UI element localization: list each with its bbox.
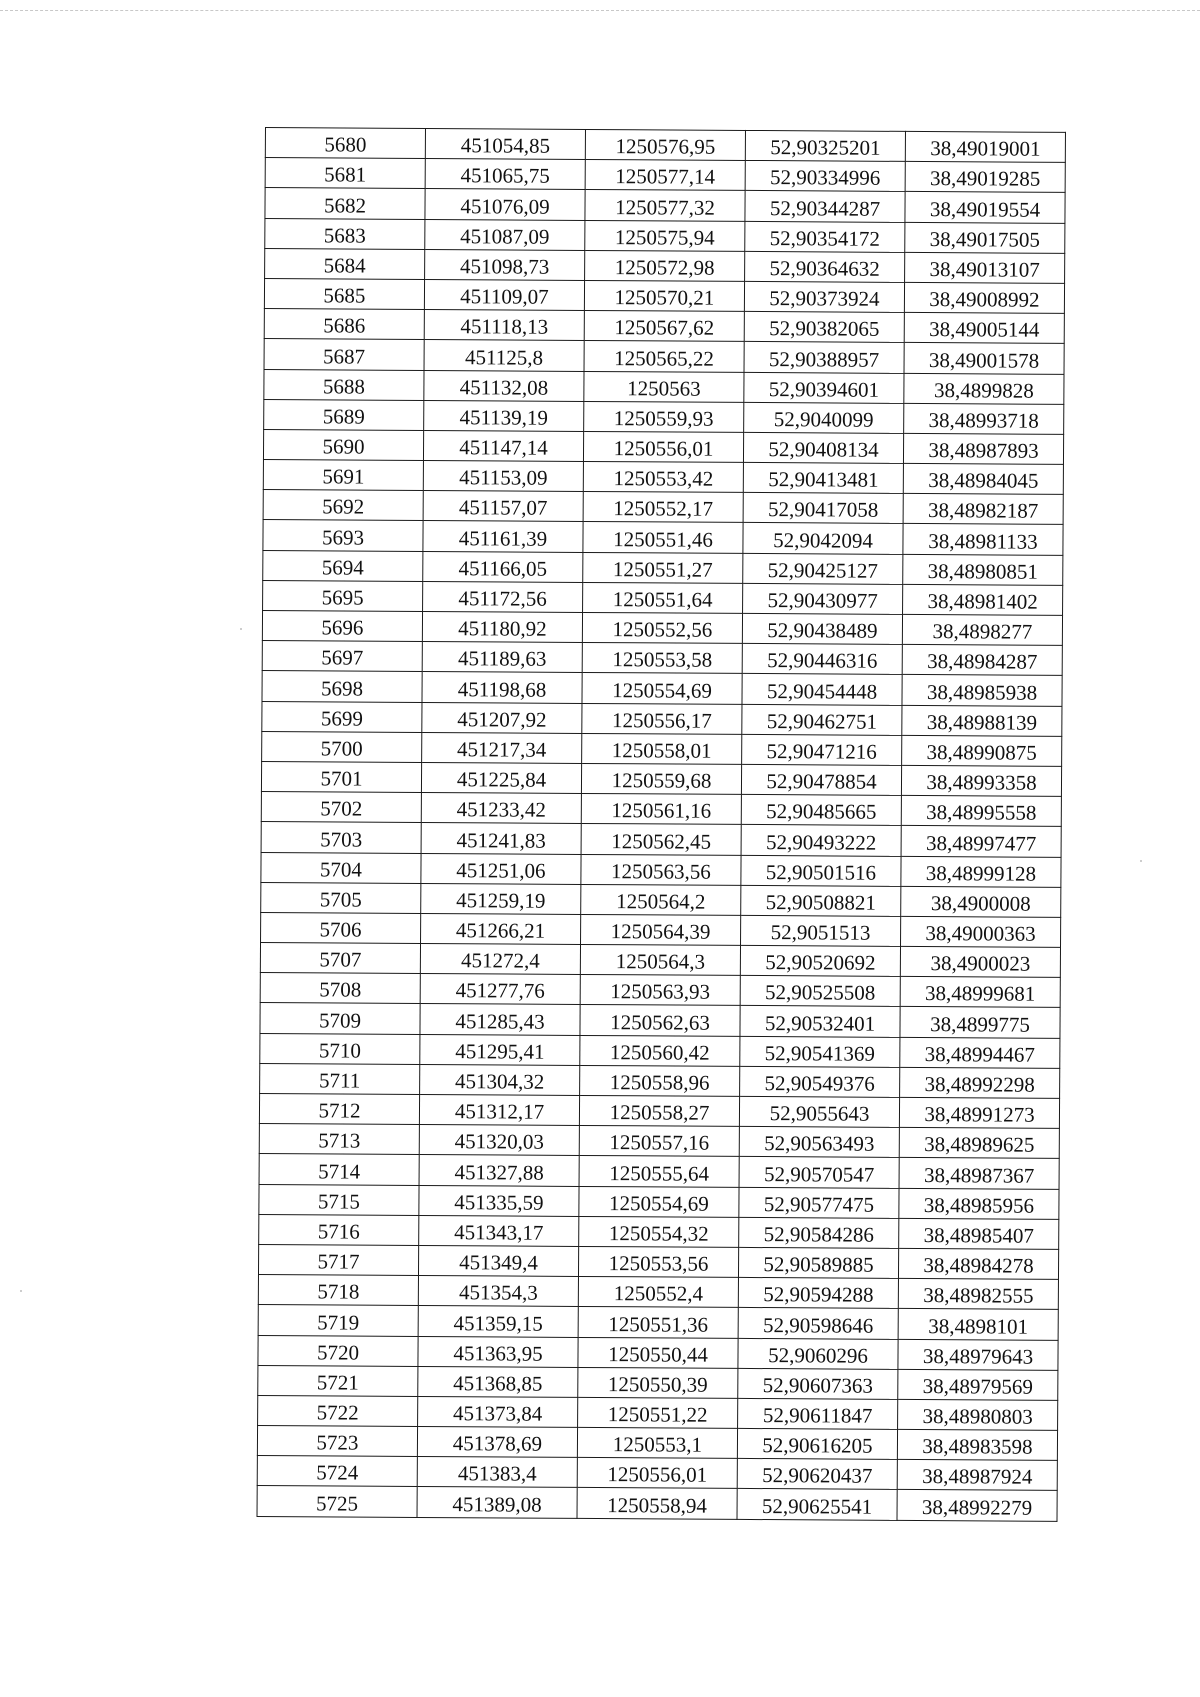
x-coordinate-cell: 451327,88 <box>419 1155 579 1186</box>
table-row <box>262 641 1062 676</box>
latitude-cell: 52,90462751 <box>742 704 902 735</box>
longitude-cell: 38,49005144 <box>904 313 1064 344</box>
latitude-cell: 52,90388957 <box>744 342 904 373</box>
latitude-cell: 52,90532401 <box>740 1006 900 1037</box>
y-coordinate-cell: 1250575,94 <box>585 220 745 251</box>
table-row <box>262 701 1062 736</box>
y-coordinate-cell: 1250550,39 <box>578 1367 738 1398</box>
longitude-cell: 38,48990875 <box>902 735 1062 766</box>
latitude-cell: 52,90577475 <box>739 1187 899 1218</box>
table-row <box>264 309 1064 344</box>
point-number-cell: 5690 <box>263 429 423 460</box>
y-coordinate-cell: 1250558,94 <box>577 1488 737 1519</box>
point-number-cell: 5725 <box>257 1486 417 1517</box>
x-coordinate-cell: 451225,84 <box>421 762 581 793</box>
y-coordinate-cell: 1250555,64 <box>579 1156 739 1187</box>
point-number-cell: 5718 <box>258 1275 418 1306</box>
table-row <box>258 1365 1058 1400</box>
point-number-cell: 5720 <box>258 1335 418 1366</box>
latitude-cell: 52,90413481 <box>743 462 903 493</box>
longitude-cell: 38,48981402 <box>903 584 1063 615</box>
point-number-cell: 5708 <box>260 973 420 1004</box>
longitude-cell: 38,4900008 <box>901 886 1061 917</box>
x-coordinate-cell: 451285,43 <box>420 1004 580 1035</box>
longitude-cell: 38,48993358 <box>901 765 1061 796</box>
longitude-cell: 38,49001578 <box>904 343 1064 374</box>
longitude-cell: 38,48993718 <box>904 403 1064 434</box>
point-number-cell: 5689 <box>264 399 424 430</box>
table-row <box>260 1063 1060 1098</box>
latitude-cell: 52,90325201 <box>745 130 905 161</box>
latitude-cell: 52,9042094 <box>743 523 903 554</box>
table-row <box>264 278 1064 313</box>
table-row <box>258 1275 1058 1310</box>
table-row <box>265 128 1065 163</box>
longitude-cell: 38,48979643 <box>898 1339 1058 1370</box>
x-coordinate-cell: 451259,19 <box>421 883 581 914</box>
point-number-cell: 5693 <box>263 520 423 551</box>
latitude-cell: 52,90364632 <box>745 251 905 282</box>
longitude-cell: 38,48981133 <box>903 524 1063 555</box>
longitude-cell: 38,4899828 <box>904 373 1064 404</box>
point-number-cell: 5691 <box>263 460 423 491</box>
table-row <box>265 248 1065 283</box>
x-coordinate-cell: 451349,4 <box>418 1245 578 1276</box>
coordinates-table <box>257 127 1066 1521</box>
longitude-cell: 38,48997477 <box>901 826 1061 857</box>
x-coordinate-cell: 451076,09 <box>425 189 585 220</box>
y-coordinate-cell: 1250551,64 <box>583 582 743 613</box>
x-coordinate-cell: 451109,07 <box>424 279 584 310</box>
point-number-cell: 5700 <box>262 731 422 762</box>
y-coordinate-cell: 1250567,62 <box>584 311 744 342</box>
longitude-cell: 38,48999128 <box>901 856 1061 887</box>
x-coordinate-cell: 451180,92 <box>422 611 582 642</box>
table-row <box>261 852 1061 887</box>
latitude-cell: 52,90485665 <box>741 795 901 826</box>
latitude-cell: 52,90589885 <box>738 1247 898 1278</box>
y-coordinate-cell: 1250553,1 <box>577 1427 737 1458</box>
latitude-cell: 52,90446316 <box>742 644 902 675</box>
latitude-cell: 52,90454448 <box>742 674 902 705</box>
x-coordinate-cell: 451266,21 <box>421 913 581 944</box>
y-coordinate-cell: 1250562,45 <box>581 824 741 855</box>
point-number-cell: 5714 <box>259 1154 419 1185</box>
x-coordinate-cell: 451172,56 <box>423 581 583 612</box>
point-number-cell: 5721 <box>258 1365 418 1396</box>
x-coordinate-cell: 451359,15 <box>418 1306 578 1337</box>
table-row <box>263 490 1063 525</box>
x-coordinate-cell: 451373,84 <box>418 1396 578 1427</box>
latitude-cell: 52,9040099 <box>744 402 904 433</box>
latitude-cell: 52,9060296 <box>738 1338 898 1369</box>
point-number-cell: 5722 <box>258 1395 418 1426</box>
latitude-cell: 52,90382065 <box>744 312 904 343</box>
y-coordinate-cell: 1250558,01 <box>582 733 742 764</box>
y-coordinate-cell: 1250560,42 <box>580 1035 740 1066</box>
point-number-cell: 5681 <box>265 158 425 189</box>
latitude-cell: 52,9051513 <box>741 915 901 946</box>
x-coordinate-cell: 451343,17 <box>419 1215 579 1246</box>
y-coordinate-cell: 1250572,98 <box>585 250 745 281</box>
y-coordinate-cell: 1250559,68 <box>581 763 741 794</box>
table-row <box>260 1003 1060 1038</box>
longitude-cell: 38,48991273 <box>899 1097 1059 1128</box>
latitude-cell: 52,90570547 <box>739 1157 899 1188</box>
point-number-cell: 5705 <box>261 882 421 913</box>
latitude-cell: 52,90520692 <box>740 945 900 976</box>
point-number-cell: 5710 <box>260 1033 420 1064</box>
table-row <box>263 429 1063 464</box>
longitude-cell: 38,48984045 <box>903 463 1063 494</box>
table-row <box>260 943 1060 978</box>
y-coordinate-cell: 1250552,56 <box>582 612 742 643</box>
y-coordinate-cell: 1250552,17 <box>583 492 743 523</box>
latitude-cell: 52,90501516 <box>741 855 901 886</box>
table-row <box>261 792 1061 827</box>
table-row <box>265 218 1065 253</box>
x-coordinate-cell: 451147,14 <box>423 430 583 461</box>
longitude-cell: 38,49000363 <box>901 916 1061 947</box>
latitude-cell: 52,90430977 <box>743 583 903 614</box>
table-row <box>264 399 1064 434</box>
x-coordinate-cell: 451277,76 <box>420 974 580 1005</box>
y-coordinate-cell: 1250554,69 <box>579 1186 739 1217</box>
longitude-cell: 38,48980851 <box>903 554 1063 585</box>
point-number-cell: 5695 <box>263 580 423 611</box>
longitude-cell: 38,48985938 <box>902 675 1062 706</box>
point-number-cell: 5687 <box>264 339 424 370</box>
latitude-cell: 52,90525508 <box>740 976 900 1007</box>
y-coordinate-cell: 1250564,3 <box>580 945 740 976</box>
table-row <box>258 1335 1058 1370</box>
table-row <box>257 1486 1057 1521</box>
y-coordinate-cell: 1250565,22 <box>584 341 744 372</box>
table-row <box>263 550 1063 585</box>
table-row <box>261 882 1061 917</box>
latitude-cell: 52,90394601 <box>744 372 904 403</box>
point-number-cell: 5684 <box>265 248 425 279</box>
x-coordinate-cell: 451087,09 <box>425 219 585 250</box>
point-number-cell: 5716 <box>259 1214 419 1245</box>
table-row <box>264 369 1064 404</box>
table-row <box>257 1426 1057 1461</box>
x-coordinate-cell: 451241,83 <box>421 823 581 854</box>
y-coordinate-cell: 1250553,42 <box>583 462 743 493</box>
longitude-cell: 38,48995558 <box>901 796 1061 827</box>
point-number-cell: 5701 <box>261 761 421 792</box>
scan-edge-line <box>0 10 1200 11</box>
longitude-cell: 38,48985956 <box>899 1188 1059 1219</box>
table-row <box>265 188 1065 223</box>
y-coordinate-cell: 1250556,01 <box>577 1458 737 1489</box>
scan-speck <box>1140 860 1142 862</box>
longitude-cell: 38,48980803 <box>898 1399 1058 1430</box>
longitude-cell: 38,49008992 <box>904 282 1064 313</box>
x-coordinate-cell: 451312,17 <box>419 1094 579 1125</box>
table-row <box>262 731 1062 766</box>
y-coordinate-cell: 1250554,69 <box>582 673 742 704</box>
y-coordinate-cell: 1250559,93 <box>584 401 744 432</box>
point-number-cell: 5702 <box>261 792 421 823</box>
longitude-cell: 38,49019001 <box>905 131 1065 162</box>
x-coordinate-cell: 451139,19 <box>424 400 584 431</box>
point-number-cell: 5713 <box>259 1124 419 1155</box>
longitude-cell: 38,48987893 <box>903 433 1063 464</box>
point-number-cell: 5709 <box>260 1003 420 1034</box>
point-number-cell: 5692 <box>263 490 423 521</box>
table-row <box>262 671 1062 706</box>
longitude-cell: 38,48984287 <box>902 645 1062 676</box>
longitude-cell: 38,4898101 <box>898 1309 1058 1340</box>
point-number-cell: 5699 <box>262 701 422 732</box>
table-row <box>263 520 1063 555</box>
point-number-cell: 5723 <box>257 1426 417 1457</box>
y-coordinate-cell: 1250561,16 <box>581 794 741 825</box>
longitude-cell: 38,48992298 <box>900 1067 1060 1098</box>
longitude-cell: 38,48987924 <box>897 1460 1057 1491</box>
y-coordinate-cell: 1250556,01 <box>583 431 743 462</box>
x-coordinate-cell: 451153,09 <box>423 461 583 492</box>
latitude-cell: 52,90607363 <box>738 1368 898 1399</box>
y-coordinate-cell: 1250551,36 <box>578 1307 738 1338</box>
point-number-cell: 5680 <box>265 128 425 159</box>
x-coordinate-cell: 451354,3 <box>418 1276 578 1307</box>
latitude-cell: 52,9055643 <box>739 1096 899 1127</box>
latitude-cell: 52,90598646 <box>738 1308 898 1339</box>
latitude-cell: 52,90611847 <box>738 1398 898 1429</box>
latitude-cell: 52,90508821 <box>741 885 901 916</box>
point-number-cell: 5697 <box>262 641 422 672</box>
x-coordinate-cell: 451363,95 <box>418 1336 578 1367</box>
table-row <box>259 1214 1059 1249</box>
y-coordinate-cell: 1250570,21 <box>584 280 744 311</box>
x-coordinate-cell: 451272,4 <box>420 944 580 975</box>
latitude-cell: 52,90425127 <box>743 553 903 584</box>
x-coordinate-cell: 451368,85 <box>418 1366 578 1397</box>
latitude-cell: 52,90563493 <box>739 1127 899 1158</box>
latitude-cell: 52,90438489 <box>742 613 902 644</box>
x-coordinate-cell: 451217,34 <box>422 732 582 763</box>
y-coordinate-cell: 1250564,2 <box>581 884 741 915</box>
point-number-cell: 5711 <box>260 1063 420 1094</box>
latitude-cell: 52,90354172 <box>745 221 905 252</box>
x-coordinate-cell: 451132,08 <box>424 370 584 401</box>
x-coordinate-cell: 451098,73 <box>425 249 585 280</box>
x-coordinate-cell: 451118,13 <box>424 310 584 341</box>
longitude-cell: 38,48984278 <box>898 1248 1058 1279</box>
y-coordinate-cell: 1250550,44 <box>578 1337 738 1368</box>
longitude-cell: 38,48992279 <box>897 1490 1057 1521</box>
point-number-cell: 5685 <box>264 278 424 309</box>
longitude-cell: 38,48999681 <box>900 977 1060 1008</box>
longitude-cell: 38,4899775 <box>900 1007 1060 1038</box>
table-row <box>261 822 1061 857</box>
latitude-cell: 52,90373924 <box>744 281 904 312</box>
latitude-cell: 52,90334996 <box>745 161 905 192</box>
x-coordinate-cell: 451378,69 <box>417 1427 577 1458</box>
longitude-cell: 38,48982555 <box>898 1279 1058 1310</box>
y-coordinate-cell: 1250558,96 <box>580 1065 740 1096</box>
y-coordinate-cell: 1250576,95 <box>585 129 745 160</box>
point-number-cell: 5712 <box>259 1093 419 1124</box>
latitude-cell: 52,90471216 <box>742 734 902 765</box>
table-row <box>257 1456 1057 1491</box>
point-number-cell: 5696 <box>262 610 422 641</box>
scan-speck <box>20 1290 22 1292</box>
latitude-cell: 52,90478854 <box>741 764 901 795</box>
y-coordinate-cell: 1250563,56 <box>581 854 741 885</box>
x-coordinate-cell: 451383,4 <box>417 1457 577 1488</box>
longitude-cell: 38,48988139 <box>902 705 1062 736</box>
longitude-cell: 38,4898277 <box>902 614 1062 645</box>
latitude-cell: 52,90616205 <box>737 1428 897 1459</box>
table-row <box>261 761 1061 796</box>
longitude-cell: 38,48979569 <box>898 1369 1058 1400</box>
y-coordinate-cell: 1250551,22 <box>578 1397 738 1428</box>
table-row <box>260 973 1060 1008</box>
x-coordinate-cell: 451065,75 <box>425 159 585 190</box>
point-number-cell: 5698 <box>262 671 422 702</box>
table-row <box>258 1305 1058 1340</box>
latitude-cell: 52,90493222 <box>741 825 901 856</box>
point-number-cell: 5683 <box>265 218 425 249</box>
point-number-cell: 5686 <box>264 309 424 340</box>
y-coordinate-cell: 1250551,46 <box>583 522 743 553</box>
table-row <box>259 1184 1059 1219</box>
longitude-cell: 38,48982187 <box>903 494 1063 525</box>
longitude-cell: 38,48983598 <box>897 1429 1057 1460</box>
point-number-cell: 5717 <box>258 1244 418 1275</box>
point-number-cell: 5682 <box>265 188 425 219</box>
x-coordinate-cell: 451198,68 <box>422 672 582 703</box>
table-row <box>263 580 1063 615</box>
table-row <box>258 1244 1058 1279</box>
table-row <box>264 339 1064 374</box>
y-coordinate-cell: 1250564,39 <box>581 914 741 945</box>
x-coordinate-cell: 451189,63 <box>422 642 582 673</box>
table-row <box>262 610 1062 645</box>
latitude-cell: 52,90541369 <box>740 1036 900 1067</box>
y-coordinate-cell: 1250552,4 <box>578 1277 738 1308</box>
x-coordinate-cell: 451335,59 <box>419 1185 579 1216</box>
x-coordinate-cell: 451233,42 <box>421 793 581 824</box>
point-number-cell: 5707 <box>260 943 420 974</box>
table-row <box>259 1154 1059 1189</box>
latitude-cell: 52,90584286 <box>739 1217 899 1248</box>
latitude-cell: 52,90344287 <box>745 191 905 222</box>
x-coordinate-cell: 451161,39 <box>423 521 583 552</box>
point-number-cell: 5703 <box>261 822 421 853</box>
longitude-cell: 38,48989625 <box>899 1128 1059 1159</box>
y-coordinate-cell: 1250553,58 <box>582 643 742 674</box>
point-number-cell: 5719 <box>258 1305 418 1336</box>
point-number-cell: 5694 <box>263 550 423 581</box>
longitude-cell: 38,49017505 <box>905 222 1065 253</box>
x-coordinate-cell: 451320,03 <box>419 1125 579 1156</box>
latitude-cell: 52,90408134 <box>743 432 903 463</box>
y-coordinate-cell: 1250553,56 <box>578 1246 738 1277</box>
point-number-cell: 5688 <box>264 369 424 400</box>
table-row <box>259 1093 1059 1128</box>
x-coordinate-cell: 451389,08 <box>417 1487 577 1518</box>
point-number-cell: 5706 <box>261 912 421 943</box>
y-coordinate-cell: 1250562,63 <box>580 1005 740 1036</box>
longitude-cell: 38,49019554 <box>905 192 1065 223</box>
table-row <box>261 912 1061 947</box>
point-number-cell: 5724 <box>257 1456 417 1487</box>
x-coordinate-cell: 451054,85 <box>425 128 585 159</box>
latitude-cell: 52,90417058 <box>743 493 903 524</box>
latitude-cell: 52,90625541 <box>737 1489 897 1520</box>
x-coordinate-cell: 451304,32 <box>420 1064 580 1095</box>
x-coordinate-cell: 451125,8 <box>424 340 584 371</box>
y-coordinate-cell: 1250577,32 <box>585 190 745 221</box>
x-coordinate-cell: 451207,92 <box>422 702 582 733</box>
y-coordinate-cell: 1250558,27 <box>579 1095 739 1126</box>
table-row <box>265 158 1065 193</box>
longitude-cell: 38,48985407 <box>899 1218 1059 1249</box>
point-number-cell: 5704 <box>261 852 421 883</box>
latitude-cell: 52,90549376 <box>740 1066 900 1097</box>
point-number-cell: 5715 <box>259 1184 419 1215</box>
longitude-cell: 38,4900023 <box>900 946 1060 977</box>
y-coordinate-cell: 1250563,93 <box>580 975 740 1006</box>
latitude-cell: 52,90594288 <box>738 1278 898 1309</box>
longitude-cell: 38,49013107 <box>905 252 1065 283</box>
longitude-cell: 38,49019285 <box>905 162 1065 193</box>
table-row <box>258 1395 1058 1430</box>
longitude-cell: 38,48994467 <box>900 1037 1060 1068</box>
y-coordinate-cell: 1250577,14 <box>585 160 745 191</box>
y-coordinate-cell: 1250557,16 <box>579 1126 739 1157</box>
x-coordinate-cell: 451157,07 <box>423 491 583 522</box>
y-coordinate-cell: 1250563 <box>584 371 744 402</box>
table-row <box>263 460 1063 495</box>
scan-speck <box>240 628 242 630</box>
table-row <box>260 1033 1060 1068</box>
latitude-cell: 52,90620437 <box>737 1459 897 1490</box>
longitude-cell: 38,48987367 <box>899 1158 1059 1189</box>
x-coordinate-cell: 451166,05 <box>423 551 583 582</box>
y-coordinate-cell: 1250551,27 <box>583 552 743 583</box>
table-row <box>259 1124 1059 1159</box>
y-coordinate-cell: 1250556,17 <box>582 703 742 734</box>
x-coordinate-cell: 451251,06 <box>421 853 581 884</box>
coordinates-table-body <box>257 128 1065 1521</box>
x-coordinate-cell: 451295,41 <box>420 1034 580 1065</box>
y-coordinate-cell: 1250554,32 <box>579 1216 739 1247</box>
